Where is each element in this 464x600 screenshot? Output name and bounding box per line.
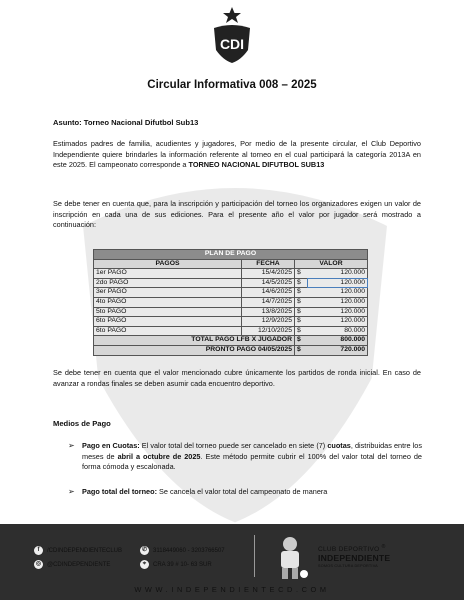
- arrow-bullet-icon: ➢: [68, 487, 75, 496]
- bullet-text: . Este método permite cubrir el 100% del valor total del torneo de forma cómoda y escalonada.: [82, 451, 422, 472]
- bullet-bold: cuotas: [327, 441, 351, 450]
- cell-pago[interactable]: 3er PAGO: [94, 288, 242, 298]
- cell-fecha[interactable]: 14/7/2025: [242, 297, 295, 307]
- cell-valor[interactable]: 120.000: [307, 297, 368, 307]
- bullet-text: Se cancela el valor total del campeonato de manera: [157, 487, 328, 496]
- registration-paragraph: Se debe tener en cuenta que, para la inscripción y participación del torneo los organizadores exigen un valor de inscripción en cada una de sus ediciones. Para el presente año el valor por jugador será mostrado a continuación:: [53, 199, 421, 230]
- cell-valor[interactable]: 80.000: [307, 326, 368, 336]
- tournament-name: TORNEO NACIONAL DIFUTBOL SUB13: [188, 160, 325, 170]
- cell-valor[interactable]: 120.000: [307, 307, 368, 317]
- table-row: [94, 278, 368, 288]
- cell-fecha[interactable]: 15/4/2025: [242, 269, 295, 279]
- cell-fecha[interactable]: 14/5/2025: [242, 278, 295, 288]
- club-line-1-text: CLUB DEPORTIVO: [318, 546, 380, 554]
- table-row: [94, 297, 368, 307]
- currency-symbol: $: [295, 336, 308, 346]
- cell-valor[interactable]: 120.000: [307, 288, 368, 298]
- cell-fecha[interactable]: 13/8/2025: [242, 307, 295, 317]
- total-row: [94, 336, 368, 346]
- website-link[interactable]: WWW.INDEPENDIENTECD.COM: [134, 585, 330, 594]
- club-line-1: [318, 544, 386, 553]
- footer-divider: [254, 535, 255, 577]
- cell-fecha[interactable]: 14/6/2025: [242, 288, 295, 298]
- footer-instagram[interactable]: [34, 560, 110, 569]
- registered-mark: ®: [381, 544, 386, 550]
- address-text: CRA 39 # 10- 63 SUR: [153, 561, 212, 568]
- cell-currency[interactable]: $: [295, 307, 308, 317]
- bullet-installments: [68, 441, 422, 473]
- footer-address: [140, 560, 212, 569]
- shield-logo-icon: [212, 6, 252, 64]
- payment-plan-table: [93, 249, 368, 356]
- total-label: TOTAL PAGO LFB X JUGADOR: [94, 336, 295, 346]
- cell-valor[interactable]: 120.000: [307, 269, 368, 279]
- cell-fecha[interactable]: 12/9/2025: [242, 317, 295, 327]
- cell-pago[interactable]: 6to PAGO: [94, 317, 242, 327]
- cell-valor[interactable]: 120.000: [307, 317, 368, 327]
- instagram-icon: ◎: [35, 561, 42, 567]
- club-line-2: INDEPENDIENTE: [318, 553, 391, 563]
- bullet-full-payment: [68, 487, 422, 498]
- table-title: PLAN DE PAGO: [94, 250, 368, 260]
- payment-methods-heading: Medios de Pago: [53, 419, 111, 428]
- cell-pago[interactable]: 2do PAGO: [94, 278, 242, 288]
- mascot-icon: [268, 532, 312, 580]
- currency-symbol: $: [295, 345, 308, 355]
- cell-currency[interactable]: $: [295, 269, 308, 279]
- cell-currency[interactable]: $: [295, 326, 308, 336]
- table-row: [94, 288, 368, 298]
- club-tagline: SOMOS CULTURA DEPORTIVA: [318, 564, 378, 568]
- logo-text: CDI: [219, 36, 245, 52]
- footer-phones: [140, 546, 225, 555]
- phone-numbers: 3118449060 - 3203766507: [153, 547, 225, 554]
- whatsapp-icon: ✆: [141, 547, 148, 553]
- early-payment-value: 720.000: [307, 345, 368, 355]
- coverage-paragraph: Se debe tener en cuenta que el valor mencionado cubre únicamente los partidos de ronda inicial. En caso de avanzar a rondas finales se deben asumir cada encuentro deportivo.: [53, 368, 421, 388]
- facebook-handle: /CDINDEPENDIENTECLUB: [47, 547, 123, 554]
- intro-paragraph: [53, 139, 421, 171]
- cell-pago[interactable]: 1er PAGO: [94, 269, 242, 279]
- arrow-bullet-icon: ➢: [68, 441, 75, 450]
- cell-valor[interactable]: 120.000: [307, 278, 368, 288]
- cell-pago[interactable]: 4to PAGO: [94, 297, 242, 307]
- intro-text: Estimados padres de familia, acudientes y jugadores, Por medio de la presente circular, el Club Deportivo Independiente quiere brindarles la información referente al torneo en el cual participará la categoría 2013A en este 2025. El campeonato corresponde a: [53, 139, 421, 170]
- table-row: [94, 317, 368, 327]
- cell-fecha[interactable]: 12/10/2025: [242, 326, 295, 336]
- footer-facebook[interactable]: [34, 546, 122, 555]
- bullet-bold: abril a octubre de 2025: [117, 451, 201, 461]
- cell-currency[interactable]: $: [295, 288, 308, 298]
- cell-pago[interactable]: 6to PAGO: [94, 326, 242, 336]
- subject-line: Asunto: Torneo Nacional Difutbol Sub13: [53, 118, 199, 127]
- instagram-handle: @CDINDEPENDIENTE: [47, 561, 111, 568]
- bullet-label: Pago en Cuotas:: [82, 441, 140, 450]
- bullet-text: El valor total del torneo puede ser cancelado en siete (7): [139, 441, 328, 450]
- table-row: [94, 326, 368, 336]
- early-payment-row: [94, 345, 368, 355]
- bullet-label: Pago total del torneo:: [82, 487, 157, 496]
- cell-pago[interactable]: 5to PAGO: [94, 307, 242, 317]
- bullet-text: , distribuidas entre los meses de: [82, 441, 422, 461]
- cell-currency[interactable]: $: [295, 278, 308, 288]
- table-row: [94, 307, 368, 317]
- column-header-fecha: FECHA: [242, 259, 295, 269]
- cell-currency[interactable]: $: [295, 317, 308, 327]
- column-header-pagos: PAGOS: [94, 259, 242, 269]
- column-header-valor: VALOR: [295, 259, 368, 269]
- page-title: Circular Informativa 008 – 2025: [147, 79, 317, 91]
- location-icon: ⌖: [140, 560, 149, 569]
- table-row: [94, 269, 368, 279]
- facebook-icon: f: [34, 546, 43, 555]
- total-value: 800.000: [307, 336, 368, 346]
- cell-currency[interactable]: $: [295, 297, 308, 307]
- early-payment-label: PRONTO PAGO 04/05/2025: [94, 345, 295, 355]
